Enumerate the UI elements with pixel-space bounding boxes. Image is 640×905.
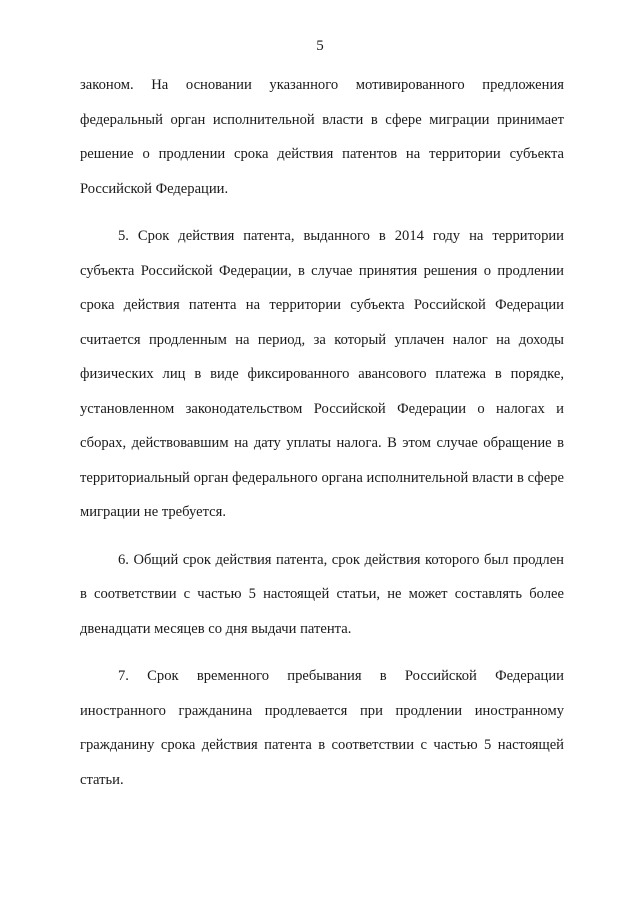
paragraph-part-6: 6. Общий срок действия патента, срок действия которого был продлен в соответствии с частью 5 настоящей статьи, не может составлять более двенадцати месяцев со дня выдачи патента. xyxy=(80,551,564,637)
page-number: 5 xyxy=(316,38,324,54)
document-body xyxy=(80,68,564,810)
paragraph-part-7: 7. Срок временного пребывания в Российской Федерации иностранного гражданина продлевается при продлении иностранному гражданину срока действия патента в соответствии с частью 5 настоящей статьи. xyxy=(80,668,564,788)
paragraph-continuation: законом. На основании указанного мотивированного предложения федеральный орган исполнительной власти в сфере миграции принимает решение о продлении срока действия патентов на территории субъекта Российской Федерации. xyxy=(80,77,564,197)
paragraph-part-5: 5. Срок действия патента, выданного в 2014 году на территории субъекта Российской Федерации, в случае принятия решения о продлении срока действия патента на территории субъекта Российской Федерации считается продленным на период, за который уплачен налог на доходы физических лиц в виде фиксированного авансового платежа в порядке, установленном законодательством Российской Федерации о налогах и сборах, действовавшим на дату уплаты налога. В этом случае обращение в территориальный орган федерального органа исполнительной власти в сфере миграции не требуется. xyxy=(80,228,564,520)
